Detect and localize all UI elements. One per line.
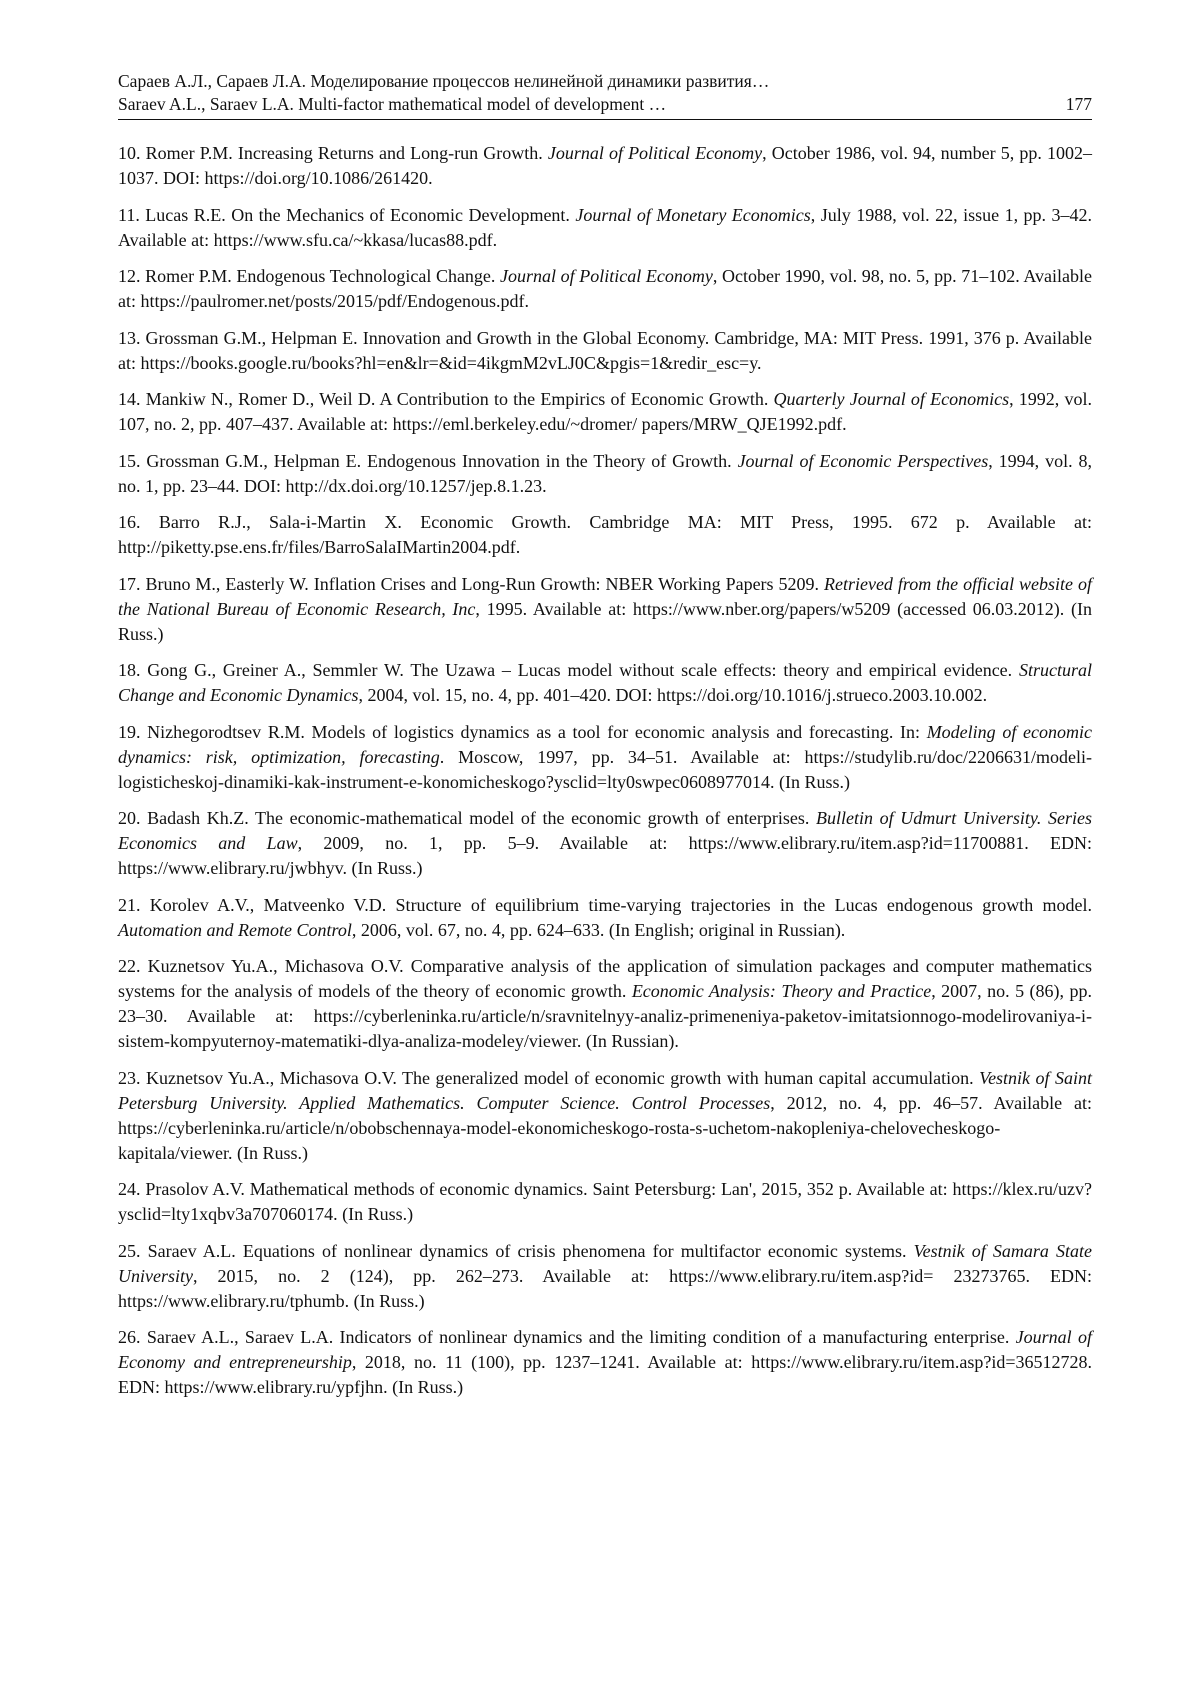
reference-text: 16. Barro R.J., Sala-i-Martin X. Economic Growth. Cambridge MA: MIT Press, 1995. 672 p. Available at: http://piketty.pse.ens.fr/files/BarroSalaIMartin2004.pdf. (118, 512, 1092, 557)
reference-text: 18. Gong G., Greiner A., Semmler W. The Uzawa – Lucas model without scale effects: theory and empirical evidence. (118, 660, 1019, 680)
reference-source-title: Quarterly Journal of Economics (773, 389, 1010, 409)
reference-text: 15. Grossman G.M., Helpman E. Endogenous Innovation in the Theory of Growth. (118, 450, 738, 471)
reference-item (118, 1066, 1092, 1166)
page-number: 177 (1065, 94, 1092, 114)
reference-details: , 2006, vol. 67, no. 4, pp. 624–633. (In English; original in Russian). (351, 919, 846, 940)
reference-text: 24. Prasolov A.V. Mathematical methods of economic dynamics. Saint Petersburg: Lan', 2015, 352 p. Available at: https://klex.ru/uzv?ysclid=lty1xqbv3a707060174. (In Russ.) (118, 1179, 1092, 1224)
reference-list (118, 141, 1092, 1412)
reference-details: , October 1990, vol. 98, no. 5, pp. 71–102. Available at: https://paulromer.net/posts/2015/pdf/Endogenous.pdf. (118, 266, 1092, 311)
reference-source-title: Economic Analysis: Theory and Practice (631, 981, 932, 1001)
reference-details: , 2009, no. 1, pp. 5–9. Available at: https://www.elibrary.ru/item.asp?id=11700881. EDN: https://www.elibrary.ru/jwbhyv. (In Russ.) (118, 833, 1092, 878)
reference-details: , 2012, no. 4, pp. 46–57. Available at: https://cyberleninka.ru/article/n/obobschennaya-model-ekonomicheskogo-rosta-s-uchetom-nakopleniya-chelovecheskogo-kapitala/viewer. (In Russ.) (118, 1092, 1092, 1163)
reference-source-title: Vestnik of Samara State University (118, 1240, 1093, 1286)
reference-source-title: Journal of Economic Perspectives (737, 450, 989, 471)
reference-item (118, 954, 1092, 1054)
reference-text: 23. Kuznetsov Yu.A., Michasova O.V. The generalized model of economic growth with human capital accumulation. (118, 1067, 980, 1088)
header-english-line (118, 93, 1092, 116)
reference-source-title: Retrieved from the official website of the National Bureau of Economic Research, Inc (118, 573, 1092, 619)
reference-source-title: Journal of Political Economy (500, 266, 713, 286)
reference-source-title: Structural Change and Economic Dynamics (118, 660, 1092, 705)
reference-text: 14. Mankiw N., Romer D., Weil D. A Contribution to the Empirics of Economic Growth. (118, 389, 774, 409)
reference-item (118, 510, 1092, 560)
reference-text: 19. Nizhegorodtsev R.M. Models of logistics dynamics as a tool for economic analysis and forecasting. In: (118, 721, 927, 742)
reference-item (118, 1177, 1092, 1227)
reference-text: 10. Romer P.M. Increasing Returns and Long-run Growth. (118, 143, 548, 163)
reference-item (118, 264, 1092, 314)
reference-item (118, 387, 1092, 437)
reference-text: 12. Romer P.M. Endogenous Technological Change. (118, 266, 501, 286)
reference-text: 26. Saraev A.L., Saraev L.A. Indicators of nonlinear dynamics and the limiting condition of a manufacturing enterprise. (118, 1327, 1016, 1347)
reference-text: 17. Bruno M., Easterly W. Inflation Crises and Long-Run Growth: NBER Working Papers 5209. (118, 573, 824, 594)
reference-text: 22. Kuznetsov Yu.A., Michasova O.V. Comparative analysis of the application of simulation packages and computer mathematics systems for the analysis of models of the theory of economic growth. (118, 956, 1092, 1001)
running-header (118, 70, 1092, 116)
reference-details: , 1995. Available at: https://www.nber.org/papers/w5209 (accessed 06.03.2012). (In Russ.) (118, 598, 1092, 644)
reference-source-title: Automation and Remote Control (118, 919, 352, 940)
reference-text: 13. Grossman G.M., Helpman E. Innovation and Growth in the Global Economy. Cambridge, MA: MIT Press. 1991, 376 p. Available at: https://books.google.ru/books?hl=en&lr=&id=4ikgmM2vLJ0C&pgis=1&redir_esc=y. (118, 327, 1092, 373)
reference-item (118, 1239, 1092, 1314)
reference-details: , 1994, vol. 8, no. 1, pp. 23–44. DOI: http://dx.doi.org/10.1257/jep.8.1.23. (118, 450, 1092, 496)
reference-source-title: Journal of Political Economy (547, 143, 763, 163)
reference-details: , 2018, no. 11 (100), pp. 1237–1241. Available at: https://www.elibrary.ru/item.asp?id=36512728. EDN: https://www.elibrary.ru/ypfjhn. (In Russ.) (118, 1352, 1092, 1397)
reference-source-title: Vestnik of Saint Petersburg University. Applied Mathematics. Computer Science. Control Processes (118, 1067, 1092, 1113)
header-russian-text: Сараев А.Л., Сараев Л.А. Моделирование процессов нелинейной динамики развития… (118, 71, 770, 91)
reference-text: 21. Korolev A.V., Matveenko V.D. Structure of equilibrium time-varying trajectories in the Lucas endogenous growth model. (118, 894, 1092, 915)
reference-details: , 2004, vol. 15, no. 4, pp. 401–420. DOI: https://doi.org/10.1016/j.strueco.2003.10.002. (358, 685, 988, 705)
reference-source-title: Journal of Economy and entrepreneurship (118, 1327, 1092, 1372)
reference-item (118, 658, 1092, 708)
header-russian-line (118, 70, 1092, 93)
reference-details: . Moscow, 1997, pp. 34–51. Available at: https://studylib.ru/doc/2206631/modeli-logisticheskoj-dinamiki-kak-instrument-e-konomicheskogo?ysclid=lty0swpec0608977014. (In Russ.) (118, 746, 1092, 792)
reference-details: , July 1988, vol. 22, issue 1, pp. 3–42. Available at: https://www.sfu.ca/~kkasa/lucas88.pdf. (118, 204, 1092, 250)
reference-source-title: Journal of Monetary Economics (575, 204, 811, 225)
reference-details: , 1992, vol. 107, no. 2, pp. 407–437. Available at: https://eml.berkeley.edu/~dromer/ papers/MRW_QJE1992.pdf. (118, 389, 1092, 434)
reference-source-title: Modeling of economic dynamics: risk, optimization, forecasting (118, 721, 1092, 767)
reference-item (118, 203, 1092, 253)
reference-item (118, 720, 1092, 795)
reference-item (118, 141, 1092, 191)
reference-item (118, 449, 1092, 499)
header-english-text: Saraev A.L., Saraev L.A. Multi-factor mathematical model of development … (118, 94, 667, 114)
reference-item (118, 326, 1092, 376)
reference-text: 20. Badash Kh.Z. The economic-mathematical model of the economic growth of enterprises. (118, 808, 817, 828)
reference-item (118, 1325, 1092, 1400)
reference-details: , 2007, no. 5 (86), pp. 23–30. Available at: https://cyberleninka.ru/article/n/sravnitelnyy-analiz-primeneniya-paketov-imitatsionnogo-modelirovaniya-i-sistem-kompyuternoy-matematiki-dlya-analiza-modeley/viewer. (In Russian). (118, 981, 1092, 1051)
reference-item (118, 572, 1092, 647)
reference-text: 25. Saraev A.L. Equations of nonlinear dynamics of crisis phenomena for multifactor economic systems. (118, 1240, 914, 1261)
reference-details: , October 1986, vol. 94, number 5, pp. 1002–1037. DOI: https://doi.org/10.1086/261420. (118, 143, 1092, 188)
header-divider (118, 119, 1092, 120)
reference-details: , 2015, no. 2 (124), pp. 262–273. Available at: https://www.elibrary.ru/item.asp?id= 23273765. EDN: https://www.elibrary.ru/tphumb. (In Russ.) (118, 1265, 1092, 1311)
reference-text: 11. Lucas R.E. On the Mechanics of Economic Development. (118, 204, 576, 225)
reference-item (118, 806, 1092, 881)
reference-item (118, 893, 1092, 943)
reference-source-title: Bulletin of Udmurt University. Series Economics and Law (118, 808, 1092, 853)
